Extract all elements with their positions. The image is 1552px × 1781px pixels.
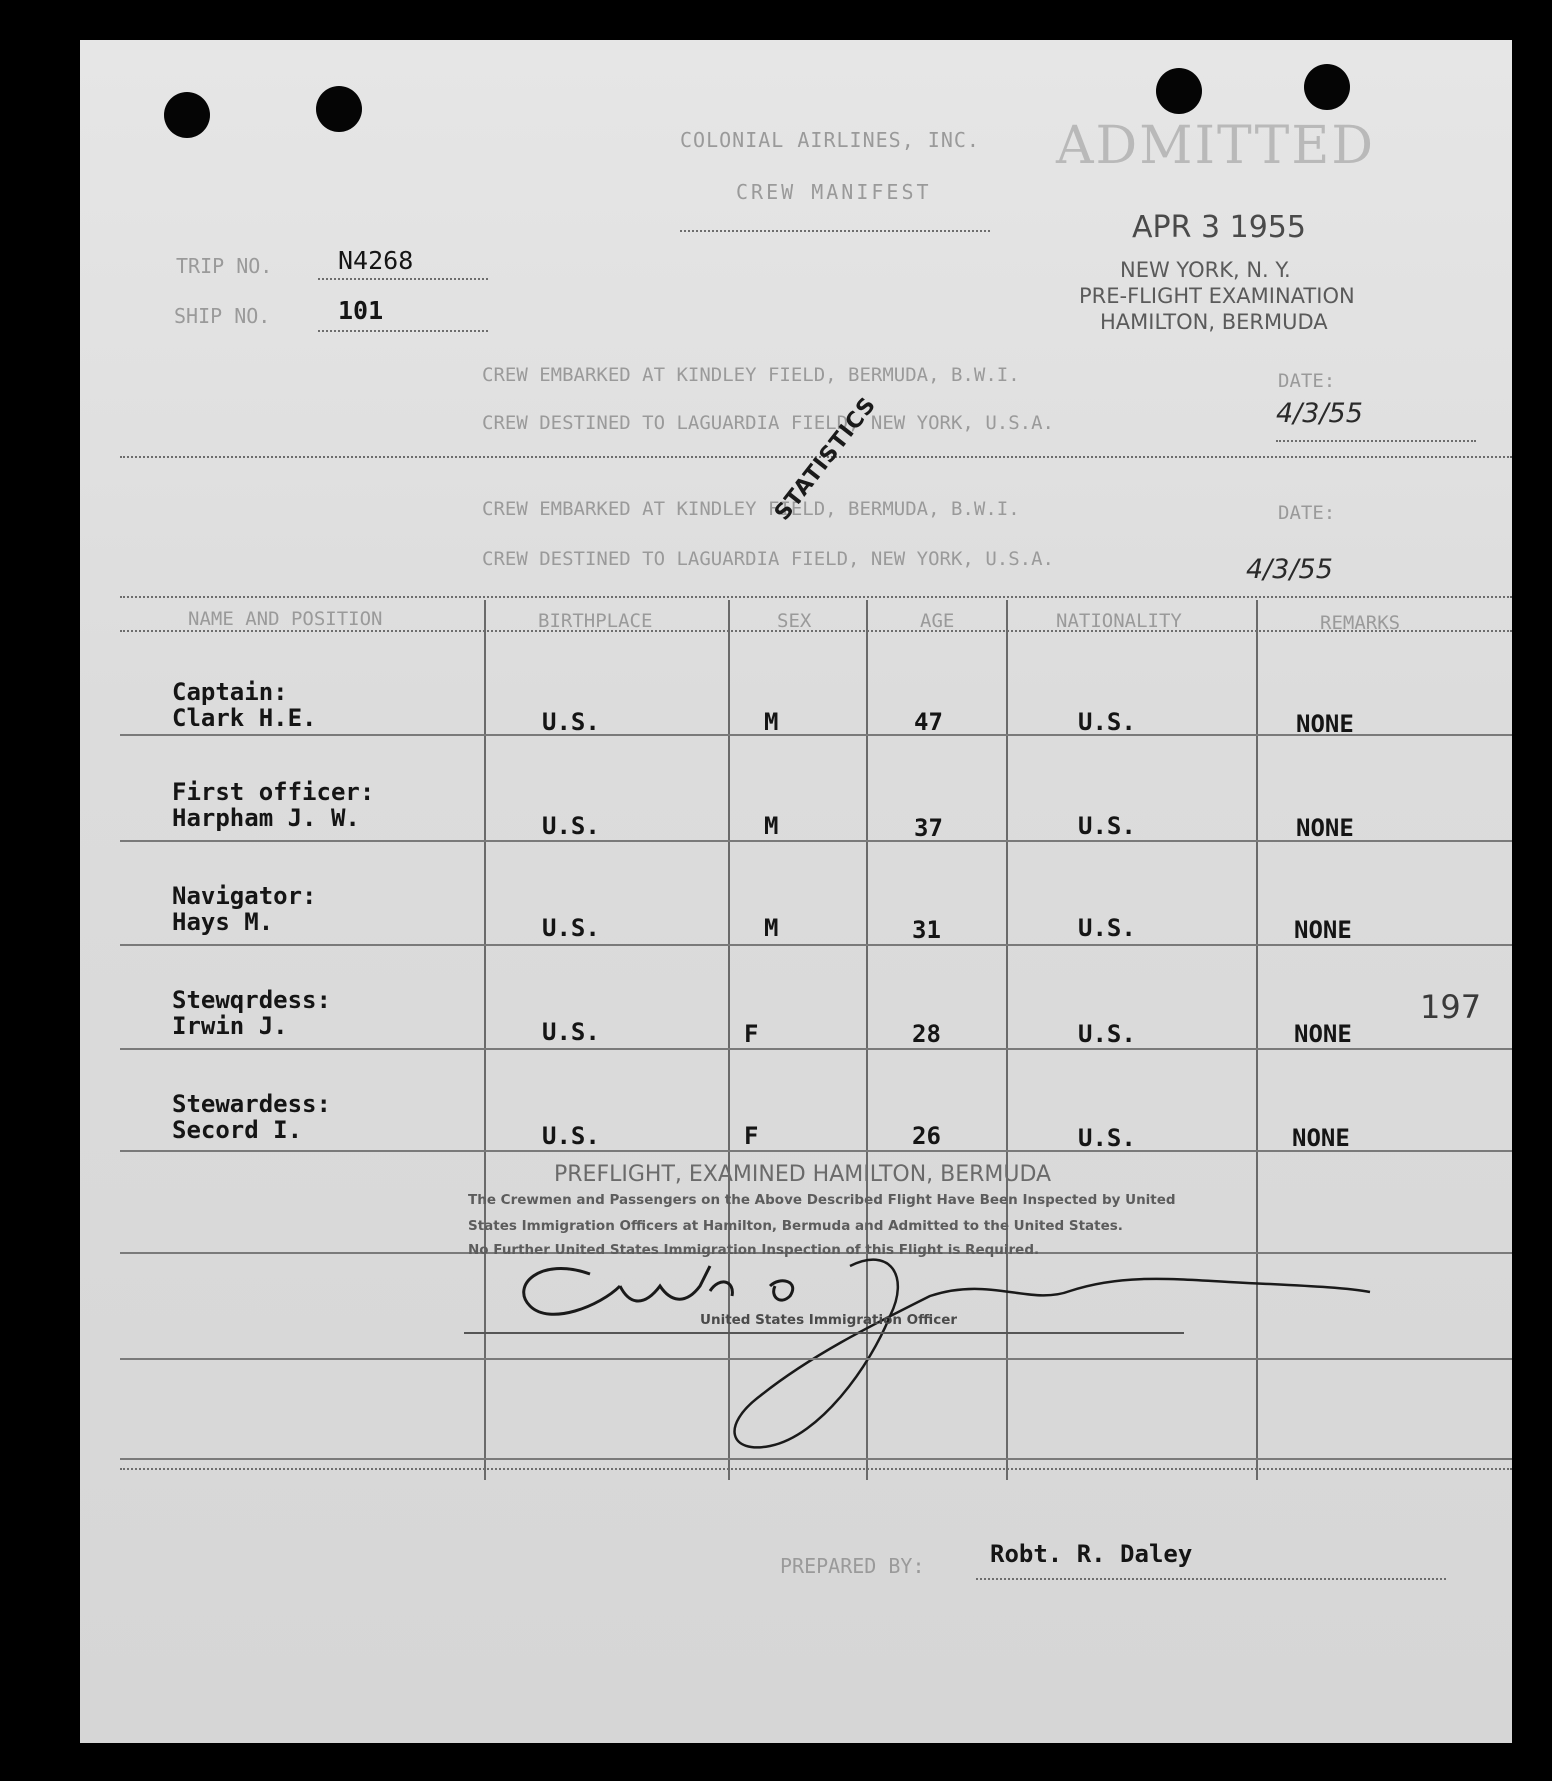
crew-sex: M [764, 914, 779, 942]
prepared-by-underline [976, 1578, 1446, 1580]
route1-embarked: CREW EMBARKED AT KINDLEY FIELD, BERMUDA, B.W.I. [482, 364, 1020, 386]
col-header-birthplace: BIRTHPLACE [538, 610, 653, 632]
row-rule-3 [120, 944, 1512, 946]
route1-date-underline [1276, 440, 1476, 442]
table-bottom-rule-2 [120, 1468, 1512, 1470]
crew-position: Navigator: [172, 882, 317, 910]
crew-name: Irwin J. [172, 1012, 288, 1040]
crew-name: Secord I. [172, 1116, 303, 1144]
admitted-stamp-exam: PRE-FLIGHT EXAMINATION [1079, 284, 1355, 308]
route2-date-label: DATE: [1278, 502, 1336, 524]
crew-age: 26 [912, 1122, 941, 1150]
admitted-stamp-word: ADMITTED [1056, 116, 1376, 176]
crew-nationality: U.S. [1078, 1020, 1136, 1048]
crew-sex: F [744, 1020, 759, 1048]
admitted-stamp-city: NEW YORK, N. Y. [1120, 258, 1291, 282]
ship-underline [318, 330, 488, 332]
col-header-age: AGE [920, 610, 955, 632]
col-header-remarks: REMARKS [1320, 612, 1401, 634]
row-rule-4 [120, 1048, 1512, 1050]
crew-sex: M [764, 708, 779, 736]
preflight-stamp-line1: The Crewmen and Passengers on the Above Described Flight Have Been Inspected by United [468, 1192, 1176, 1208]
table-top-rule [120, 596, 1512, 598]
crew-name: Harpham J. W. [172, 804, 360, 832]
punch-hole-top-right-1 [1156, 68, 1202, 114]
route2-date-value: 4/3/55 [1246, 554, 1333, 585]
signature-line [464, 1332, 1184, 1334]
ship-label: SHIP NO. [174, 304, 271, 328]
route1-destined: CREW DESTINED TO LAGUARDIA FIELD, NEW YORK, U.S.A. [482, 412, 1054, 434]
table-bottom-rule [120, 1458, 1512, 1460]
col-header-name: NAME AND POSITION [188, 608, 383, 630]
col-header-nationality: NATIONALITY [1056, 610, 1182, 632]
table-header-rule [120, 630, 1512, 632]
crew-birthplace: U.S. [542, 1018, 600, 1046]
crew-position: First officer: [172, 778, 375, 806]
crew-remarks: NONE [1294, 1020, 1352, 1048]
crew-remarks: NONE [1292, 1124, 1350, 1152]
route2-destined: CREW DESTINED TO LAGUARDIA FIELD, NEW YORK, U.S.A. [482, 548, 1054, 570]
trip-label: TRIP NO. [176, 254, 273, 278]
col-header-sex: SEX [777, 610, 812, 632]
preflight-stamp-line2: States Immigration Officers at Hamilton, Bermuda and Admitted to the United States. [468, 1218, 1123, 1234]
prepared-by-label: PREPARED BY: [780, 1554, 925, 1578]
crew-birthplace: U.S. [542, 708, 600, 736]
crew-position: Captain: [172, 678, 288, 706]
punch-hole-top-left-2 [316, 86, 362, 132]
company-name: COLONIAL AIRLINES, INC. [680, 128, 980, 152]
crew-nationality: U.S. [1078, 914, 1136, 942]
punch-hole-top-left-1 [164, 92, 210, 138]
title-underline [680, 230, 990, 232]
row-rule-5 [120, 1150, 1512, 1152]
row-rule-1 [120, 734, 1512, 736]
document-title: CREW MANIFEST [736, 180, 932, 204]
crew-sex: M [764, 812, 779, 840]
manifest-sheet [80, 40, 1512, 1743]
row-rule-2 [120, 840, 1512, 842]
crew-nationality: U.S. [1078, 708, 1136, 736]
prepared-by-name: Robt. R. Daley [990, 1540, 1193, 1568]
ship-number: 101 [338, 296, 384, 325]
crew-remarks: NONE [1296, 710, 1354, 738]
crew-remarks: NONE [1294, 916, 1352, 944]
crew-sex: F [744, 1122, 759, 1150]
trip-underline [318, 278, 488, 280]
crew-age: 37 [914, 814, 943, 842]
crew-position: Stewqrdess: [172, 986, 331, 1014]
punch-hole-top-right-2 [1304, 64, 1350, 110]
crew-age: 28 [912, 1020, 941, 1048]
officer-signature [470, 1236, 1390, 1466]
row-rule-7 [120, 1358, 1512, 1360]
crew-age: 47 [914, 708, 943, 736]
crew-birthplace: U.S. [542, 1122, 600, 1150]
route1-date-value: 4/3/55 [1276, 398, 1363, 429]
crew-nationality: U.S. [1078, 1124, 1136, 1152]
crew-name: Clark H.E. [172, 704, 317, 732]
preflight-stamp-title: PREFLIGHT, EXAMINED HAMILTON, BERMUDA [554, 1162, 1052, 1187]
statistics-stamp: STATISTICS [770, 392, 882, 526]
crew-nationality: U.S. [1078, 812, 1136, 840]
admitted-stamp-date: APR 3 1955 [1132, 210, 1306, 245]
crew-name: Hays M. [172, 908, 274, 936]
remarks-margin-number: 197 [1420, 988, 1482, 1026]
admitted-stamp-location: HAMILTON, BERMUDA [1100, 310, 1328, 334]
crew-birthplace: U.S. [542, 914, 600, 942]
preflight-stamp-line3: No Further United States Immigration Inspection of this Flight is Required. [468, 1242, 1040, 1258]
crew-age: 31 [912, 916, 941, 944]
route1-date-label: DATE: [1278, 370, 1336, 392]
crew-position: Stewardess: [172, 1090, 331, 1118]
route2-embarked: CREW EMBARKED AT KINDLEY FIELD, BERMUDA, B.W.I. [482, 498, 1020, 520]
crew-remarks: NONE [1296, 814, 1354, 842]
immigration-officer-label: United States Immigration Officer [700, 1312, 958, 1328]
crew-birthplace: U.S. [542, 812, 600, 840]
trip-number: N4268 [338, 246, 414, 275]
